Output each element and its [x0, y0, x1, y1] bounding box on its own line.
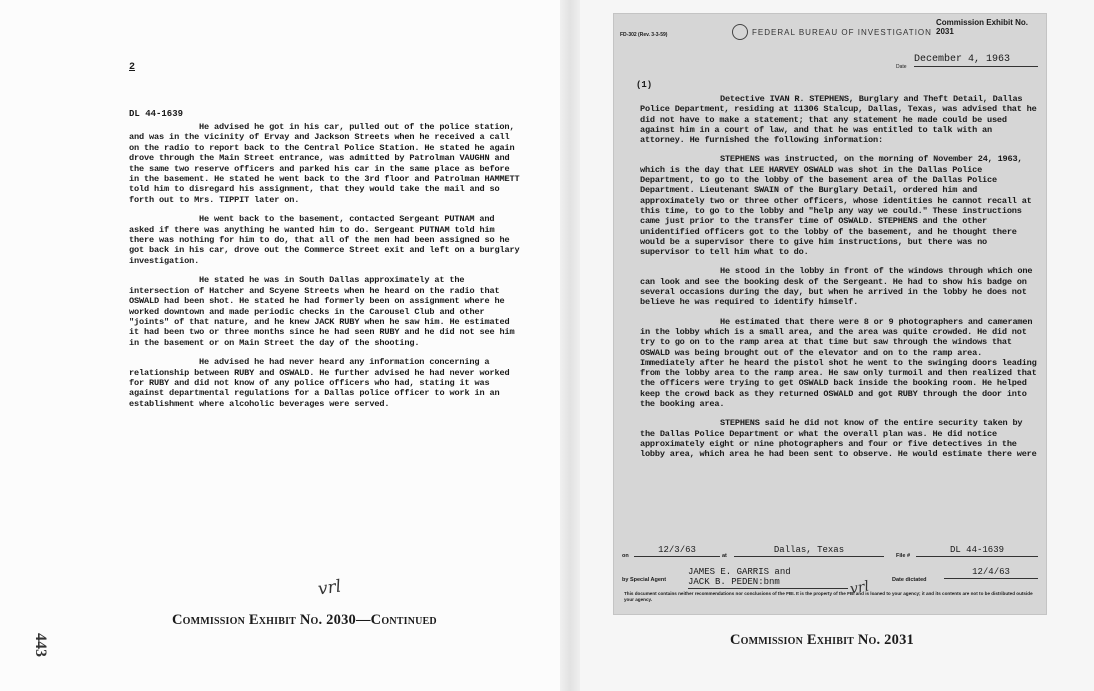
paragraph: He went back to the basement, contacted Sergeant PUTNAM and asked if there was anything he wanted him to do. Sergeant PUTNAM told him there was nothing for him to do, that all of the men had been assigned so he got back in his car, drove out the Commerce Street exit and left on a burglary investigation. [129, 214, 520, 266]
file-label: File # [896, 553, 911, 559]
file-value: DL 44-1639 [916, 545, 1038, 557]
seal-icon [732, 24, 748, 40]
at-value: Dallas, Texas [734, 545, 884, 557]
form-code: FD-302 (Rev. 3-3-59) [620, 32, 668, 38]
agent-label: by Special Agent [622, 577, 667, 583]
fbi-form [614, 14, 1046, 614]
paragraph: He stood in the lobby in front of the windows through which one can look and see the booking desk of the Sergeant. He had to show his badge on several occasions during the day, but when he arrived in the lobby he does not believe he was required to identify himself. [640, 266, 1033, 308]
footer-disclaimer: This document contains neither recommendations nor conclusions of the FBI. It is the property of the FBI and is loaned to your agency; it and its contents are not to be distributed outside your agency. [624, 591, 1033, 602]
right-body-text [640, 94, 1040, 469]
date-label: Date [896, 64, 907, 70]
sheet-number: 2 [129, 62, 136, 73]
paragraph: He advised he had never heard any information concerning a relationship between RUBY and OSWALD. He further advised he had never worked for RUBY and did not know of any police officers who had, stating it was against departmental regulations for a Dallas police officer to work in an establishment where alcoholic beverages were served. [129, 357, 510, 409]
exhibit-caption: Commission Exhibit No. 2031 [730, 632, 914, 648]
at-label: at [722, 553, 727, 559]
handwritten-initials: vrl [848, 578, 871, 598]
dictated-label: Date dictated [892, 577, 927, 583]
exhibit-caption: Commission Exhibit No. 2030—Continued [172, 612, 437, 628]
on-value: 12/3/63 [634, 545, 720, 557]
paragraph: STEPHENS was instructed, on the morning of November 24, 1963, which is the day that LEE HARVEY OSWALD was shot in the Dallas Police Department, to go to the lobby of the basement area of the Dallas Police Department. Lieutenant SWAIN of the Burglary Detail, ordered him and approximately two or three other officers, whose identities he cannot recall at this time, to go to the lobby and "help any way we could." These instructions came just prior to the transfer time of OSWALD. STEPHENS and the other unidentified officers got to the lobby of the basement, and he thought there would be a supervisor there to give him instructions, but there was no supervisor to tell him what to do. [640, 154, 1032, 258]
paragraph: STEPHENS said he did not know of the entire security taken by the Dallas Police Department or what the overall plan was. He did notice approximately eight or nine photographers and four or five detectives in the lobby area, which area he had been sent to observe. He would estimate there were [640, 418, 1037, 460]
agent-value-1: JAMES E. GARRIS and [688, 567, 791, 577]
handwritten-initials: vrl [316, 576, 343, 600]
page-gutter [560, 0, 580, 691]
paragraph: Detective IVAN R. STEPHENS, Burglary and Theft Detail, Dallas Police Department, residing at 11306 Stalcup, Dallas, Texas, was advised that he did not have to make a statement; that any statement he made could be used against him in a court of law, and that he was entitled to talk with an attorney. He furnished the following information: [640, 94, 1037, 146]
right-page [580, 0, 1094, 691]
paragraph: He estimated that there were 8 or 9 photographers and cameramen in the lobby which is a small area, and the area was quite crowded. He did not try to go on to the ramp area at that time but saw through the windows that OSWALD was being brought out of the elevator and on to the ramp area. Immediately after he heard the pistol shot he went to the swinging doors leading from the lobby area to the ramp area. He saw only turmoil and then realized that the officers were trying to get OSWALD back inside the booking room. He helped keep the crowd back as they returned OSWALD and got RUBY through the door into the booking area. [640, 316, 1037, 410]
left-body-text [129, 122, 524, 418]
serial-number: (1) [636, 80, 653, 90]
page-number: 443 [32, 633, 49, 657]
agent-value-2: JACK B. PEDEN:bnm [688, 577, 848, 589]
file-number: DL 44-1639 [129, 109, 184, 119]
dictated-value: 12/4/63 [944, 567, 1038, 579]
paragraph: He stated he was in South Dallas approximately at the intersection of Hatcher and Scyene Streets when he heard on the radio that OSWALD had been shot. He stated he had formerly been on assignment where he worked downtown and made periodic checks in the Carousel Club and other "joints" of that nature, and he knew JACK RUBY when he saw him. He estimated it had been two or three months since he had seen RUBY and he did not see him in the basement or on Main Street the day of the shooting. [129, 275, 515, 348]
bureau-name: FEDERAL BUREAU OF INVESTIGATION [752, 28, 932, 37]
paragraph: He advised he got in his car, pulled out of the police station, and was in the vicinity of Ervay and Jackson Streets when he received a call on the radio to report back to the Central Police Station. He stated he again drove through the Main Street entrance, was admitted by Patrolman VAUGHN and the same two reserve officers and parked his car in the same place as before in the basement. He stated he went back to the 3rd floor and Patrolman HAMMETT told him to disregard his assignment, that they would take the mail and so forth out to Mrs. TIPPIT later on. [129, 122, 520, 205]
date-value: December 4, 1963 [914, 54, 1038, 67]
exhibit-stamp: Commission Exhibit No. 2031 [936, 18, 1029, 36]
on-label: on [622, 553, 629, 559]
